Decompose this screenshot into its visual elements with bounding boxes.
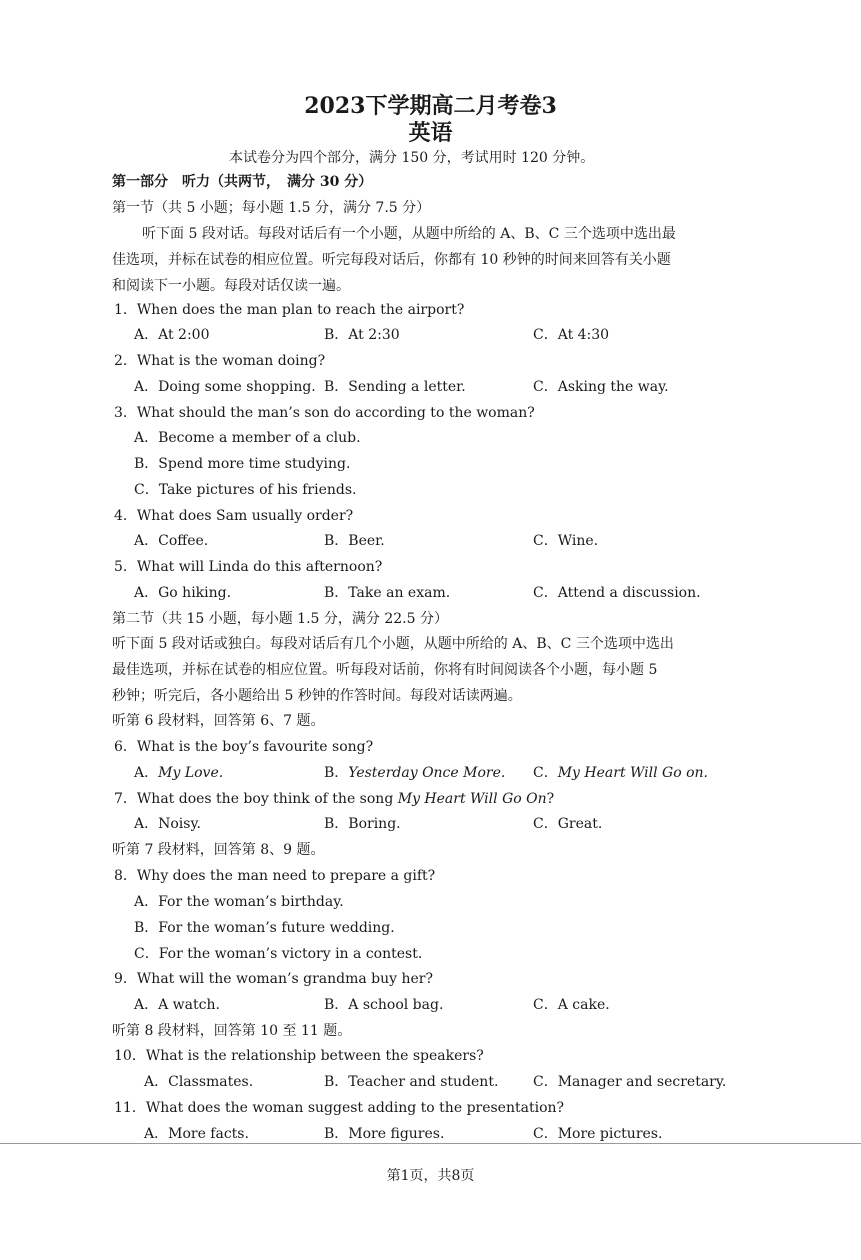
question-1-stem: 1．When does the man plan to reach the airport? (114, 302, 465, 318)
question-10-stem: 10．What is the relationship between the speakers? (114, 1048, 484, 1064)
question-1-option-c: C．At 4:30 (533, 327, 610, 343)
question-8-option-b: B．For the woman’s future wedding. (134, 920, 395, 936)
question-5-option-a: A．Go hiking. (134, 585, 232, 601)
stem-text: 7．What does the boy think of the song (114, 791, 398, 807)
question-10-option-c: C．Manager and secretary. (533, 1074, 727, 1090)
song-title: Yesterday Once More. (348, 765, 506, 781)
question-6-option-b (324, 763, 505, 783)
question-9-option-a: A．A watch. (134, 997, 220, 1013)
section2-heading: 第二节（共 15 小题，每小题 1.5 分，满分 22.5 分） (112, 611, 448, 627)
question-7-stem (114, 789, 554, 809)
question-5-option-b: B．Take an exam. (324, 585, 451, 601)
option-letter: A． (134, 765, 159, 781)
section2-instruction-line2: 最佳选项，并标在试卷的相应位置。听每段对话前，你将有时间阅读各个小题，每小题 5 (112, 662, 658, 678)
question-10-option-b: B．Teacher and student. (324, 1074, 499, 1090)
scan-divider-line (0, 1143, 861, 1144)
song-title: My Heart Will Go On (397, 791, 547, 807)
option-letter: C． (533, 765, 558, 781)
material-7-label: 听第 7 段材料，回答第 8、9 题。 (112, 842, 325, 858)
question-1-option-b: B．At 2:30 (324, 327, 400, 343)
question-3-stem: 3．What should the man’s son do according to the woman? (114, 405, 535, 421)
stem-punct: ? (546, 791, 555, 807)
question-7-option-c: C．Great. (533, 816, 603, 832)
section1-heading: 第一节（共 5 小题；每小题 1.5 分，满分 7.5 分） (112, 200, 431, 216)
question-8-stem: 8．Why does the man need to prepare a gift? (114, 868, 436, 884)
question-2-stem: 2．What is the woman doing? (114, 353, 326, 369)
question-10-option-a: A．Classmates. (144, 1074, 254, 1090)
question-1-option-a: A．At 2:00 (134, 327, 210, 343)
song-title: My Love. (158, 765, 224, 781)
section1-instruction-line1: 听下面 5 段对话。每段对话后有一个小题，从题中所给的 A、B、C 三个选项中选出最 (142, 226, 676, 242)
exam-title: 2023下学期高二月考卷3 (304, 93, 557, 119)
section1-instruction-line3: 和阅读下一小题。每段对话仅读一遍。 (112, 278, 350, 294)
question-11-option-a: A．More facts. (144, 1126, 249, 1142)
question-11-option-c: C．More pictures. (533, 1126, 663, 1142)
question-3-option-b: B．Spend more time studying. (134, 456, 351, 472)
question-7-option-b: B．Boring. (324, 816, 401, 832)
section2-instruction-line3: 秒钟；听完后，各小题给出 5 秒钟的作答时间。每段对话读两遍。 (112, 688, 522, 704)
question-4-option-b: B．Beer. (324, 533, 385, 549)
song-title: My Heart Will Go on. (557, 765, 709, 781)
question-3-option-c: C．Take pictures of his friends. (134, 482, 357, 498)
question-4-option-c: C．Wine. (533, 533, 599, 549)
option-letter: B． (324, 765, 349, 781)
question-8-option-a: A．For the woman’s birthday. (134, 894, 344, 910)
question-11-stem: 11．What does the woman suggest adding to the presentation? (114, 1100, 565, 1116)
question-5-option-c: C．Attend a discussion. (533, 585, 701, 601)
page-number: 第1页，共8页 (386, 1168, 475, 1184)
material-8-label: 听第 8 段材料，回答第 10 至 11 题。 (112, 1023, 352, 1039)
section1-instruction-line2: 佳选项，并标在试卷的相应位置。听完每段对话后，你都有 10 秒钟的时间来回答有关小题 (112, 252, 671, 268)
question-5-stem: 5．What will Linda do this afternoon? (114, 559, 383, 575)
question-7-option-a: A．Noisy. (134, 816, 201, 832)
part1-heading: 第一部分 听力（共两节， 满分 30 分） (112, 174, 373, 190)
question-6-stem: 6．What is the boy’s favourite song? (114, 739, 374, 755)
question-9-stem: 9．What will the woman’s grandma buy her? (114, 971, 434, 987)
question-8-option-c: C．For the woman’s victory in a contest. (134, 946, 423, 962)
question-9-option-c: C．A cake. (533, 997, 610, 1013)
question-6-option-a (134, 763, 223, 783)
question-6-option-c (533, 763, 708, 783)
exam-subject: 英语 (408, 120, 453, 146)
question-4-option-a: A．Coffee. (134, 533, 209, 549)
question-9-option-b: B．A school bag. (324, 997, 444, 1013)
question-2-option-b: B．Sending a letter. (324, 379, 466, 395)
question-11-option-b: B．More figures. (324, 1126, 445, 1142)
question-4-stem: 4．What does Sam usually order? (114, 508, 354, 524)
section2-instruction-line1: 听下面 5 段对话或独白。每段对话后有几个小题，从题中所给的 A、B、C 三个选项中选出 (112, 636, 674, 652)
question-2-option-c: C．Asking the way. (533, 379, 669, 395)
question-2-option-a: A．Doing some shopping. (134, 379, 316, 395)
material-6-label: 听第 6 段材料，回答第 6、7 题。 (112, 713, 325, 729)
exam-note: 本试卷分为四个部分，满分 150 分，考试用时 120 分钟。 (229, 150, 595, 166)
question-3-option-a: A．Become a member of a club. (134, 430, 361, 446)
